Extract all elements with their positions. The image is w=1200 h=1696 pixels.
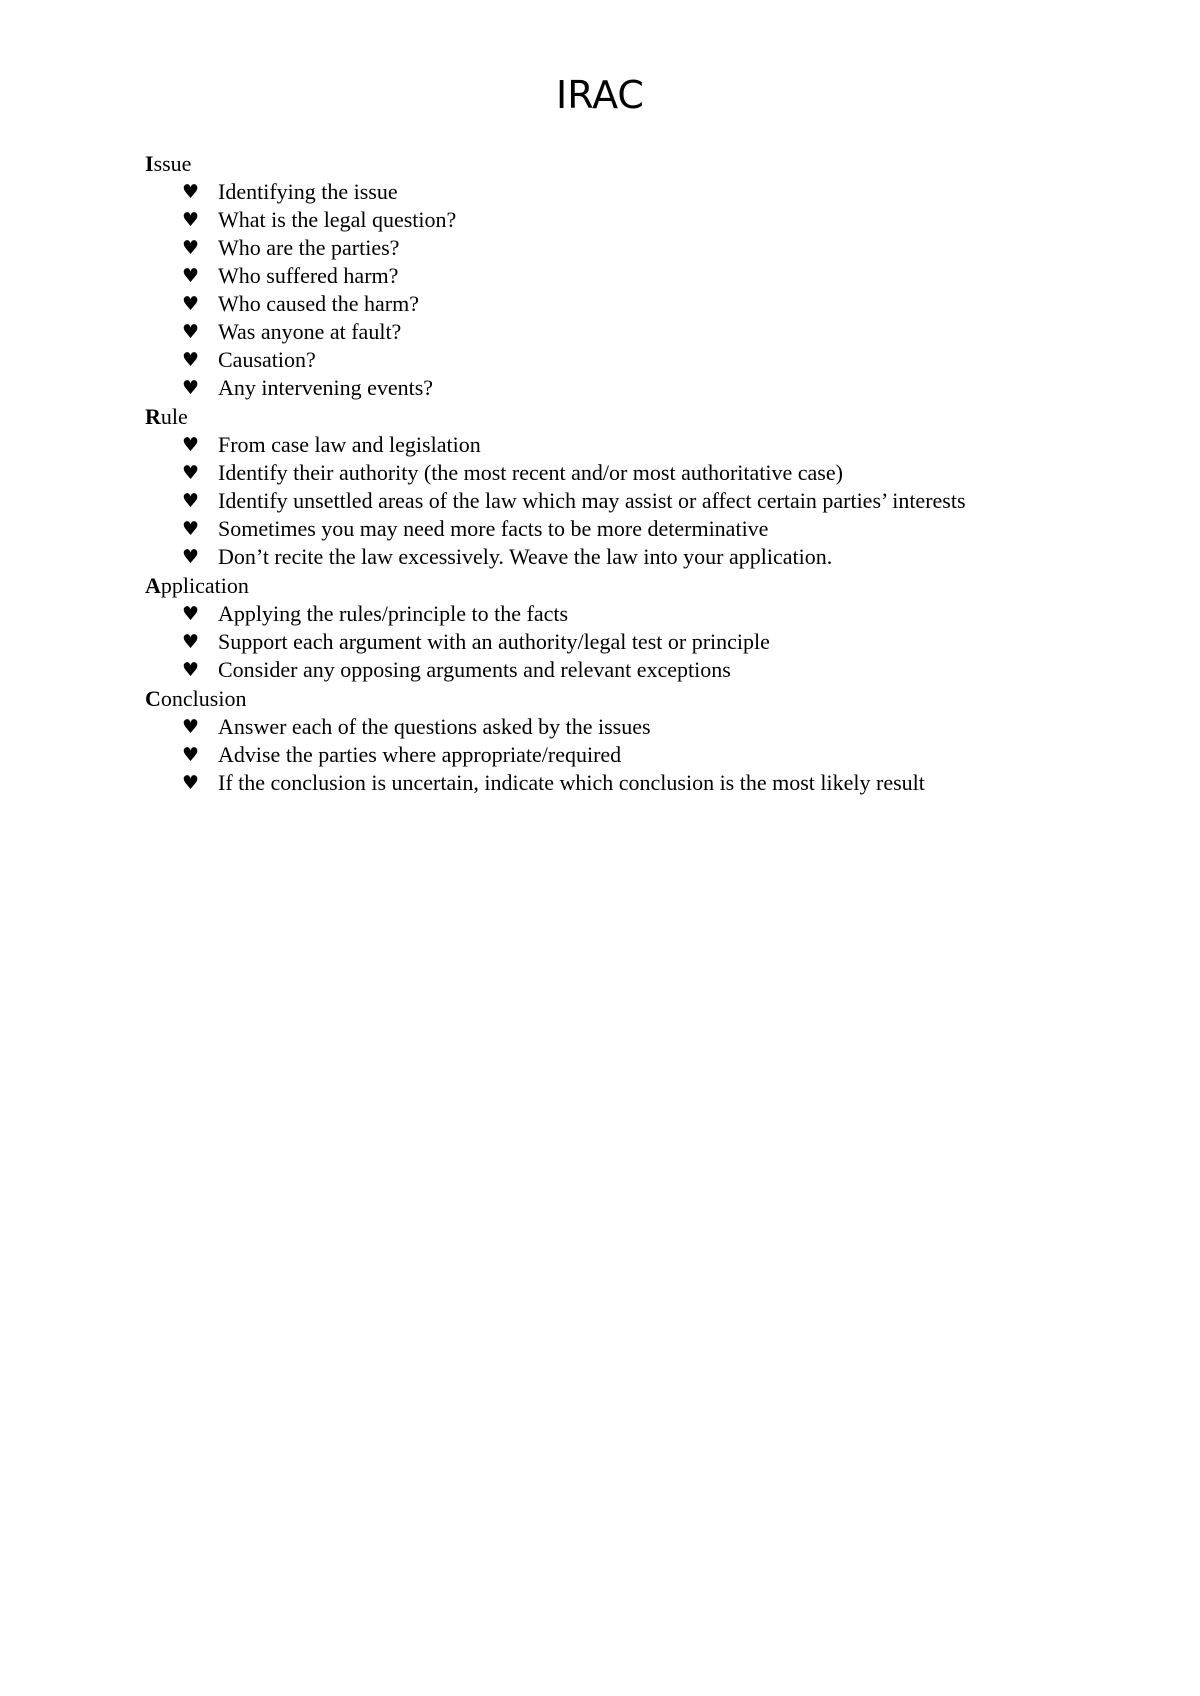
list-item bbox=[145, 515, 1145, 543]
list-item-text: Identify unsettled areas of the law which may assist or affect certain parties’ interests bbox=[218, 488, 966, 513]
list-item-text: Applying the rules/principle to the facts bbox=[218, 601, 569, 626]
list-item-text: Who are the parties? bbox=[218, 235, 400, 260]
list-item bbox=[145, 459, 1145, 487]
list-item-text: Answer each of the questions asked by the issues bbox=[218, 714, 651, 739]
section-initial: A bbox=[145, 573, 161, 598]
list-item-text: Causation? bbox=[218, 347, 316, 372]
list-item bbox=[145, 487, 1145, 515]
list-item bbox=[145, 656, 1145, 684]
list-item bbox=[145, 600, 1145, 628]
list-item bbox=[145, 628, 1145, 656]
list-item-text: What is the legal question? bbox=[218, 207, 457, 232]
list-item-text: Sometimes you may need more facts to be more determinative bbox=[218, 516, 769, 541]
list-item-text: Identifying the issue bbox=[218, 179, 398, 204]
section-rule bbox=[145, 402, 1145, 571]
heart-icon: ♥ bbox=[182, 349, 200, 371]
list-item bbox=[145, 206, 1145, 234]
section-heading bbox=[145, 684, 1145, 713]
heart-icon: ♥ bbox=[182, 546, 200, 568]
heart-icon: ♥ bbox=[182, 462, 200, 484]
bullet-list bbox=[145, 713, 1145, 797]
list-item bbox=[145, 234, 1145, 262]
heart-icon: ♥ bbox=[182, 744, 200, 766]
heart-icon: ♥ bbox=[182, 716, 200, 738]
list-item-text: Support each argument with an authority/legal test or principle bbox=[218, 629, 770, 654]
heart-icon: ♥ bbox=[182, 181, 200, 203]
section-application bbox=[145, 571, 1145, 684]
list-item bbox=[145, 713, 1145, 741]
heart-icon: ♥ bbox=[182, 659, 200, 681]
list-item bbox=[145, 318, 1145, 346]
list-item bbox=[145, 346, 1145, 374]
heart-icon: ♥ bbox=[182, 265, 200, 287]
list-item-text: Don’t recite the law excessively. Weave the law into your application. bbox=[218, 544, 833, 569]
section-initial: I bbox=[145, 151, 154, 176]
section-heading-rest: onclusion bbox=[160, 686, 247, 711]
list-item-text: From case law and legislation bbox=[218, 432, 481, 457]
page-title: IRAC bbox=[556, 73, 644, 117]
heart-icon: ♥ bbox=[182, 209, 200, 231]
section-heading bbox=[145, 571, 1145, 600]
heart-icon: ♥ bbox=[182, 772, 200, 794]
heart-icon: ♥ bbox=[182, 321, 200, 343]
list-item-text: Identify their authority (the most recent and/or most authoritative case) bbox=[218, 460, 843, 485]
heart-icon: ♥ bbox=[182, 377, 200, 399]
list-item bbox=[145, 741, 1145, 769]
list-item-text: Any intervening events? bbox=[218, 375, 434, 400]
section-heading-rest: pplication bbox=[160, 573, 249, 598]
heart-icon: ♥ bbox=[182, 293, 200, 315]
heart-icon: ♥ bbox=[182, 490, 200, 512]
heart-icon: ♥ bbox=[182, 631, 200, 653]
document-body bbox=[145, 149, 1145, 797]
bullet-list bbox=[145, 600, 1145, 684]
bullet-list bbox=[145, 431, 1145, 571]
list-item-text: If the conclusion is uncertain, indicate which conclusion is the most likely result bbox=[218, 770, 925, 795]
list-item bbox=[145, 374, 1145, 402]
list-item bbox=[145, 290, 1145, 318]
list-item-text: Consider any opposing arguments and relevant exceptions bbox=[218, 657, 731, 682]
section-conclusion bbox=[145, 684, 1145, 797]
list-item bbox=[145, 262, 1145, 290]
heart-icon: ♥ bbox=[182, 518, 200, 540]
list-item bbox=[145, 431, 1145, 459]
list-item-text: Was anyone at fault? bbox=[218, 319, 402, 344]
section-initial: C bbox=[145, 686, 161, 711]
section-heading-rest: ule bbox=[160, 404, 188, 429]
list-item bbox=[145, 178, 1145, 206]
list-item bbox=[145, 769, 1145, 797]
list-item-text: Advise the parties where appropriate/required bbox=[218, 742, 622, 767]
bullet-list bbox=[145, 178, 1145, 402]
heart-icon: ♥ bbox=[182, 434, 200, 456]
list-item-text: Who caused the harm? bbox=[218, 291, 419, 316]
heart-icon: ♥ bbox=[182, 237, 200, 259]
list-item-text: Who suffered harm? bbox=[218, 263, 399, 288]
section-heading bbox=[145, 402, 1145, 431]
section-issue bbox=[145, 149, 1145, 402]
heart-icon: ♥ bbox=[182, 603, 200, 625]
section-initial: R bbox=[145, 404, 161, 429]
list-item bbox=[145, 543, 1145, 571]
section-heading bbox=[145, 149, 1145, 178]
section-heading-rest: ssue bbox=[153, 151, 192, 176]
